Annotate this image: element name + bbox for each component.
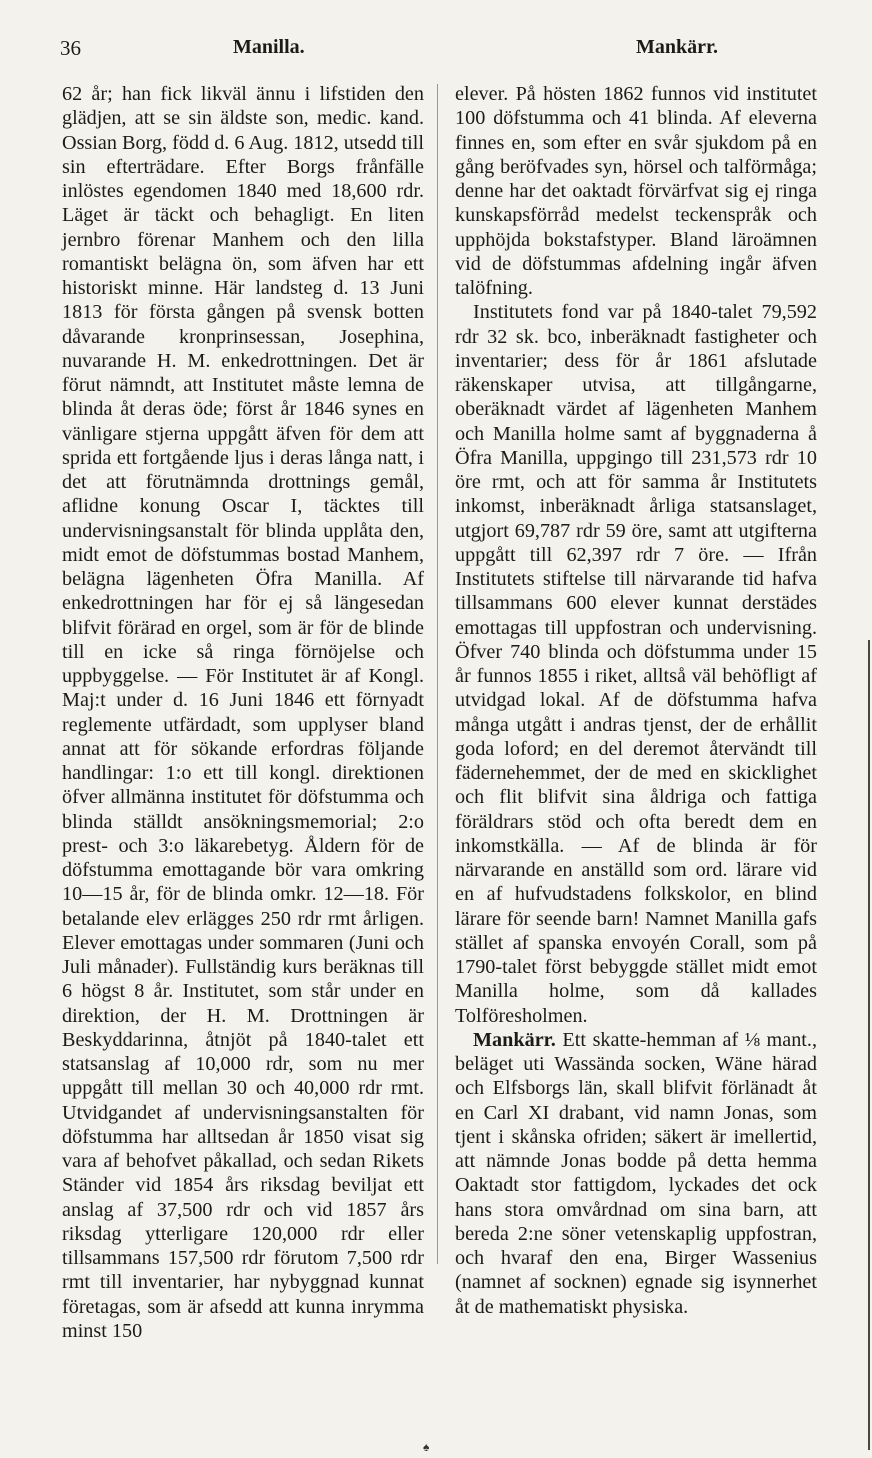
right-paragraph-2: Institutets fond var på 1840-talet 79,592 rdr 32 sk. bco, inberäknadt fastigheter och inventarier; dess för år 1861 afslutade räkenskaper utvisa, att tillgångarne, oberäknadt värdet af lägenheten Manhem och Manilla holme samt af byggnaderna å Öfra Manilla, uppgingo till 231,573 rdr 10 öre rmt, och att för samma år Institutets inkomst, inberäknadt årliga statsanslaget, utgjort 69,787 rdr 59 öre, samt att utgifterna uppgått till 62,397 rdr 7 öre. — Ifrån Institutets stiftelse till närvarande tid hafva tillsammans 600 elever kunnat derstädes emottagas till uppfostran och undervisning. Öfver 740 blinda och döfstumma under 15 år funnos 1855 i riket, alltså väl behöfligt af utvidgad lokal. Af de döfstumma hafva många utgått i andras tjenst, der de erhållit goda loford; en del deremot återvändt till fädernehemmet, der de med en skicklighet och flit blifvit sina åldriga och fattiga föräldrars stöd och ofta beredt dem en inkomstkälla. — Af de blinda är för närvarande en anställd som ord. lärare vid en af hufvudstadens folkskolor, en blind lärare för seende barn! Namnet Manilla gafs stället af spanska envoyén Corall, som på 1790-talet först bebyggde stället midt emot Manilla holme, som då kallades Tolföresholmen. [455, 301, 817, 1027]
page-edge-shadow [868, 640, 870, 1450]
mankarr-text: Ett skatte-hemman af ⅛ mant., beläget uti Wassända socken, Wäne härad och Elfsborgs län, skall blifvit förlänadt åt en Carl XI drabant, vid namn Jonas, som tjent i skånska ofriden; säkert är imellertid, att nämnde Jonas bodde på detta hemma Oaktadt stor fattigdom, lyckades det ock hans stora omvårdnad om sina barn, att bereda 2:ne söner vetenskaplig uppfostran, och hvaraf den ena, Birger Wassenius (namnet af socknen) egnade sig isynnerhet åt de mathematiskt physiska. [455, 1028, 818, 1318]
right-paragraph-1: elever. På hösten 1862 funnos vid institutet 100 döfstumma och 41 blinda. Af eleverna finnes en, som efter en svår sjukdom på en gång beröfvades syn, hörsel och talförmåga; denne har det oaktadt förvärfvat sig ej ringa kunskapsförråd medelst teckenspråk och upphöjda bokstafstyper. Bland läroämnen vid de döfstummas afdelning ingår äfven talöfning. [455, 83, 817, 299]
mankarr-heading: Mankärr. [473, 1028, 556, 1051]
page-header [56, 36, 830, 66]
page-number: 36 [60, 36, 81, 60]
mankarr-entry [455, 1028, 817, 1319]
footer-mark: ♠ [423, 1440, 430, 1454]
running-head-right: Mankärr. [636, 36, 719, 58]
running-head-left: Manilla. [233, 36, 305, 58]
left-paragraph: 62 år; han fick likväl ännu i lifstiden den glädjen, att se sin äldste son, medic. kand. Ossian Borg, född d. 6 Aug. 1812, utsedd till sin efterträdare. Efter Borgs frånfälle inlöstes egendomen 1840 med 18,600 rdr. Läget är täckt och behagligt. En liten jernbro förenar Manhem och den lilla romantiskt belägna ön, som äfven har ett historiskt minne. Här landsteg d. 13 Juni 1813 för första gången på svensk botten dåvarande kronprinsessan, Josephina, nuvarande H. M. enkedrottningen. Det är förut nämndt, att Institutet måste lemna de blinda åt deras öde; först år 1846 synes en vänligare stjerna uppgått äfven för dem att sprida ett fortgående ljus i deras långa natt, i det att förutnämnda drottnings gemål, aflidne konung Oscar I, täcktes till undervisningsanstalt för blinda upplåta den, midt emot de döfstummas bostad Manhem, belägna lägenheten Öfra Manilla. Af enkedrottningen har för ej så längesedan blifvit förärad en orgel, som är för de blinde till en icke så ringa förnöjelse och uppbyggelse. — För Institutet är af Kongl. Maj:t under d. 16 Juni 1846 ett förnyadt reglemente utfärdadt, som upplyser bland annat att för sökande erfordras följande handlingar: 1:o ett till kongl. direktionen öfver allmänna institutet för döfstumma och blinda ställdt ansökningsmemorial; 2:o prest- och 3:o läkarebetyg. Åldern för de döfstumma emottagande bör vara omkring 10—15 år, för de blinda omkr. 12—18. För betalande elev erlägges 250 rdr rmt årligen. Elever emottagas under sommaren (Juni och Juli månader). Fullständig kurs beräknas till 6 högst 8 år. Institutet, som står under en direktion, der H. M. Drottningen är Beskyddarinna, åtnjöt på 1840-talet ett statsanslag af 10,000 rdr, som nu mer uppgått till mellan 30 och 40,000 rdr rmt. Utvidgandet af undervisningsanstalten för döfstumma har alltsedan år 1850 visat sig vara af behofvet påkallad, och sedan Rikets Ständer vid 1854 års riksdag beviljat ett anslag af 37,500 rdr och vid 1857 års riksdag ytterligare 120,000 rdr eller tillsammans 157,500 rdr förutom 7,500 rdr rmt till inventarier, har nybyggnad kunnat företagas, som är afsedd att kunna inrymma minst 150 [62, 83, 424, 1342]
right-column [455, 82, 817, 1319]
column-divider [437, 84, 438, 1264]
left-column [62, 82, 424, 1343]
